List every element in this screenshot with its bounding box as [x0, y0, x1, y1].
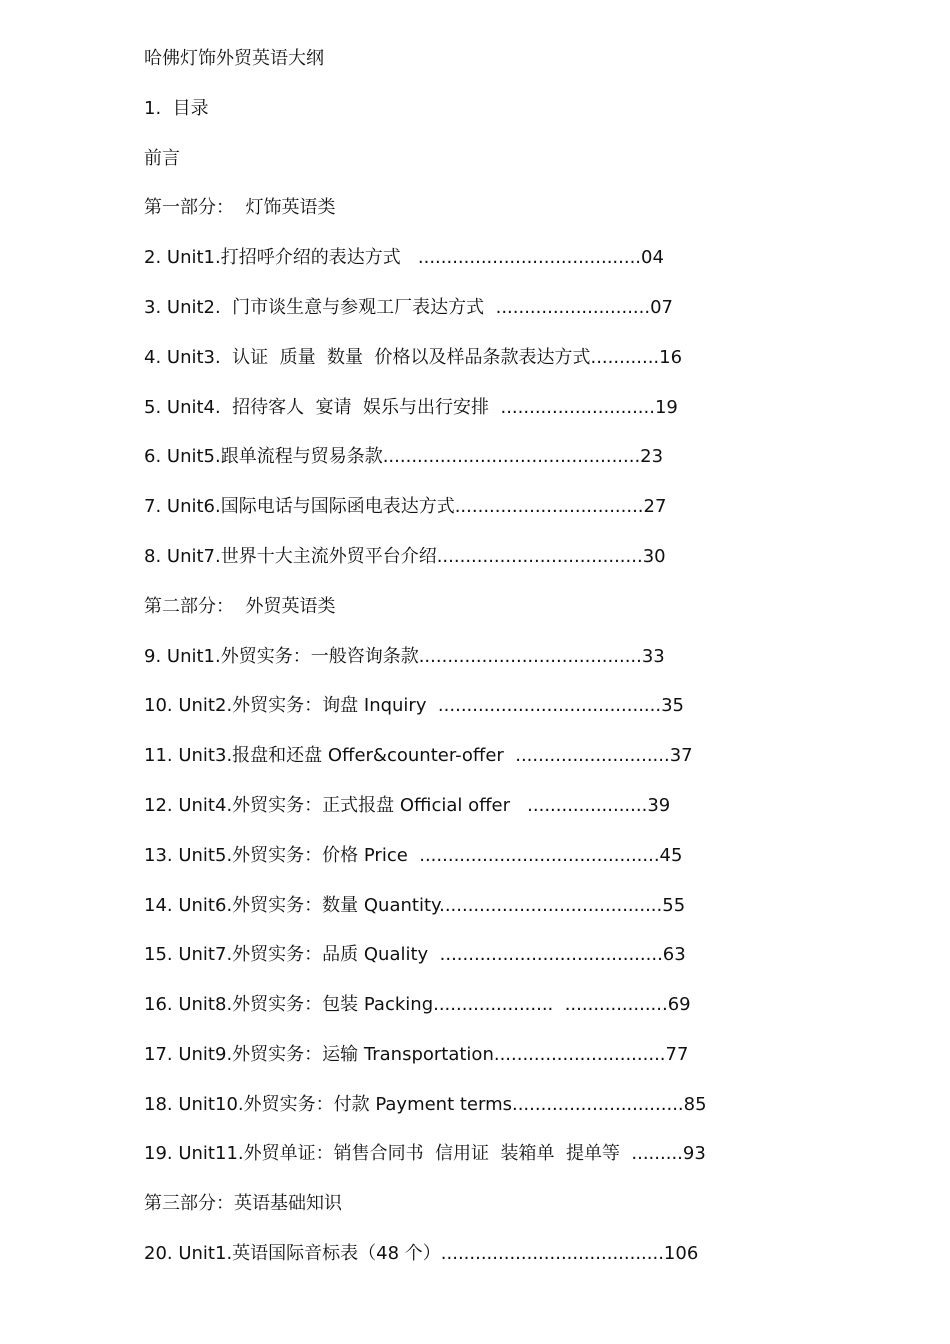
toc-entry: 5. Unit4. 招待客人 宴请 娱乐与出行安排 ...........................19: [144, 397, 678, 418]
toc-entry: 2. Unit1.打招呼介绍的表达方式 .......................................04: [144, 247, 664, 268]
toc-entry: 12. Unit4.外贸实务：正式报盘 Official offer .....................39: [144, 795, 671, 816]
toc-entry: 17. Unit9.外贸实务：运输 Transportation..............................77: [144, 1044, 689, 1065]
toc-heading: 1. 目录: [144, 98, 209, 119]
toc-entry: 9. Unit1.外贸实务：一般咨询条款.......................................33: [144, 646, 665, 667]
part2-heading: 第二部分： 外贸英语类: [144, 596, 336, 617]
part3-heading: 第三部分：英语基础知识: [144, 1193, 342, 1214]
toc-entry: 10. Unit2.外贸实务：询盘 Inquiry .......................................35: [144, 695, 684, 716]
preface-entry: 前言: [144, 148, 180, 169]
toc-entry: 15. Unit7.外贸实务：品质 Quality .......................................63: [144, 944, 686, 965]
toc-entry: 20. Unit1.英语国际音标表（48 个）.......................................106: [144, 1243, 699, 1264]
toc-entry: 3. Unit2. 门市谈生意与参观工厂表达方式 ...........................07: [144, 297, 673, 318]
toc-entry: 6. Unit5.跟单流程与贸易条款.............................................23: [144, 446, 664, 467]
part1-heading: 第一部分： 灯饰英语类: [144, 197, 336, 218]
toc-entry: 4. Unit3. 认证 质量 数量 价格以及样品条款表达方式............16: [144, 347, 683, 368]
document-title: 哈佛灯饰外贸英语大纲: [144, 48, 324, 69]
toc-entry: 16. Unit8.外贸实务：包装 Packing..................... ..................69: [144, 994, 691, 1015]
toc-entry: 13. Unit5.外贸实务：价格 Price ..........................................45: [144, 845, 683, 866]
toc-entry: 18. Unit10.外贸实务：付款 Payment terms..............................85: [144, 1094, 707, 1115]
toc-entry: 19. Unit11.外贸单证：销售合同书 信用证 装箱单 提单等 .........93: [144, 1143, 706, 1164]
toc-entry: 8. Unit7.世界十大主流外贸平台介绍....................................30: [144, 546, 666, 567]
toc-entry: 11. Unit3.报盘和还盘 Offer&counter-offer ...........................37: [144, 745, 693, 766]
toc-entry: 7. Unit6.国际电话与国际函电表达方式.................................27: [144, 496, 667, 517]
toc-entry: 14. Unit6.外贸实务：数量 Quantity.......................................55: [144, 895, 686, 916]
